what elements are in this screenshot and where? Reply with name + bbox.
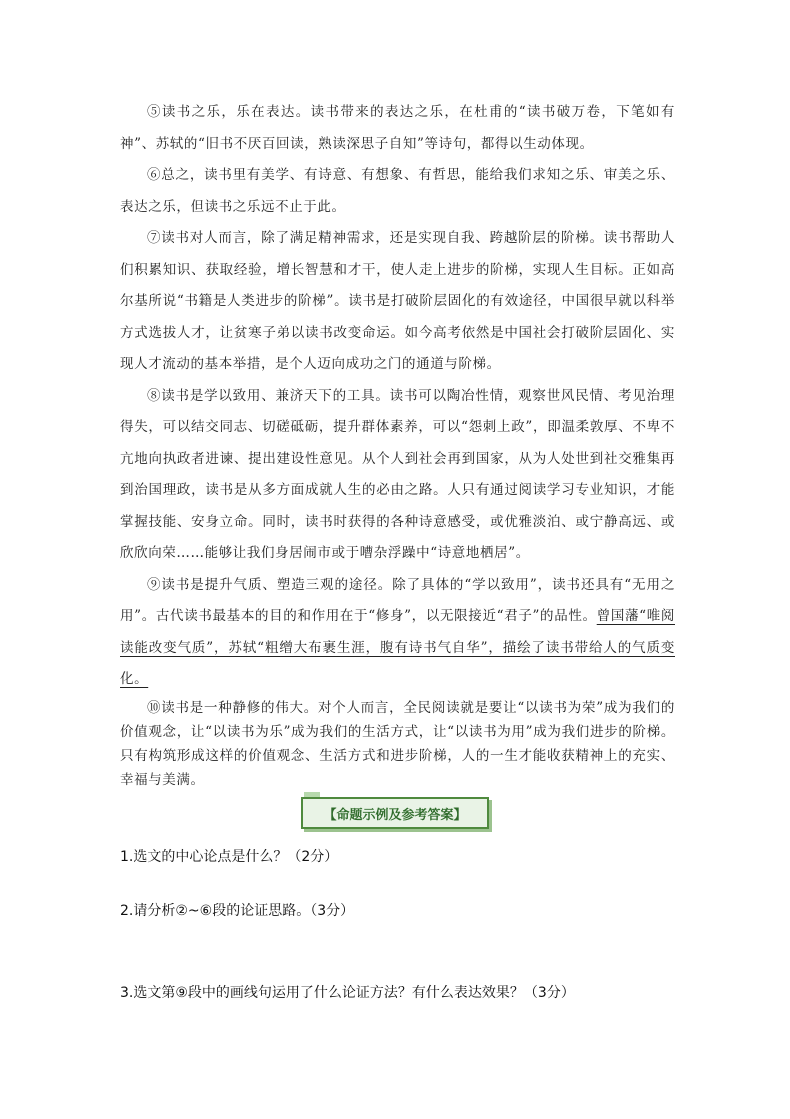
question-1: 1.选文的中心论点是什么？（2分） [120, 849, 339, 865]
passage [120, 97, 675, 792]
paragraph-10: ⑩读书是一种静修的伟大。对个人而言，全民阅读就是要让“以读书为荣”成为我们的价值观念，让“以读书为乐”成为我们的生活方式，让“以读书为用”成为我们进步的阶梯。只有构筑形成这样的价值观念、生活方式和进步阶梯，人的一生才能收获精神上的充实、幸福与美满。 [120, 699, 675, 788]
paragraph-6: ⑥总之，读书里有美学、有诗意、有想象、有哲思，能给我们求知之乐、审美之乐、表达之乐，但读书之乐远不止于此。 [120, 167, 675, 215]
paragraph-5: ⑤读书之乐，乐在表达。读书带来的表达之乐，在杜甫的“读书破万卷，下笔如有神”、苏轼的“旧书不厌百回读，熟读深思子自知”等诗句，都得以生动体现。 [120, 104, 675, 152]
question-2: 2.请分析②~⑥段的论证思路。（3分） [120, 903, 355, 919]
underlined-sentence: 曾国藩“唯阅读能改变气质”，苏轼“粗缯大布裹生涯，腹有诗书气自华”，描绘了读书带给人的气质变化。 [120, 608, 675, 687]
question-3: 3.选文第⑨段中的画线句运用了什么论证方法？有什么表达效果？（3分） [120, 985, 575, 1001]
paragraph-8: ⑧读书是学以致用、兼济天下的工具。读书可以陶冶性情，观察世风民情、考见治理得失，可以结交同志、切磋砥砺，提升群体素养，可以“怨刺上政”，即温柔敦厚、不卑不亢地向执政者进谏、提出建设性意见。从个人到社会再到国家，从为人处世到社交雅集再到治国理政，读书是从多方面成就人生的必由之路。人只有通过阅读学习专业知识，才能掌握技能、安身立命。同时，读书时获得的各种诗意感受，或优雅淡泊、或宁静高远、或欣欣向荣……能够让我们身居闹市或于嘈杂浮躁中“诗意地栖居”。 [120, 387, 675, 561]
section-banner: 【命题示例及参考答案】 [301, 797, 489, 829]
paragraph-7: ⑦读书对人而言，除了满足精神需求，还是实现自我、跨越阶层的阶梯。读书帮助人们积累知识、获取经验，增长智慧和才干，使人走上进步的阶梯，实现人生目标。正如高尔基所说“书籍是人类进步的阶梯”。读书是打破阶层固化的有效途径，中国很早就以科举方式选拔人才，让贫寒子弟以读书改变命运。如今高考依然是中国社会打破阶层固化、实现人才流动的基本举措，是个人迈向成功之门的通道与阶梯。 [120, 230, 675, 372]
paragraph-9 [120, 570, 675, 696]
paragraph-9-text: ⑨读书是提升气质、塑造三观的途径。除了具体的“学以致用”，读书还具有“无用之用”。古代读书最基本的目的和作用在于“修身”，以无限接近“君子”的品性。 [120, 576, 675, 624]
